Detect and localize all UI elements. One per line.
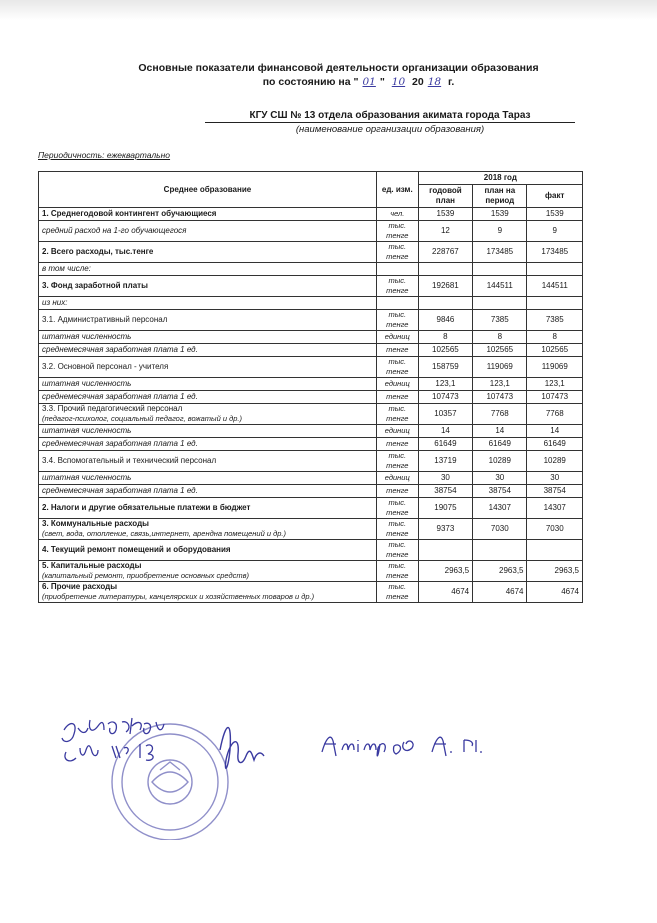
table-row: [39, 425, 583, 438]
row-plan: [418, 297, 472, 310]
row-name: [39, 438, 377, 451]
row-period: 7385: [473, 310, 527, 331]
row-period: [473, 297, 527, 310]
row-name-text: 6. Прочие расходы: [42, 582, 118, 591]
row-fact: 30: [527, 472, 583, 485]
row-unit: тыс. тенге: [376, 404, 418, 425]
row-fact: 4674: [527, 582, 583, 603]
row-period: 30: [473, 472, 527, 485]
row-period: 14307: [473, 498, 527, 519]
row-name-text: 3. Фонд заработной платы: [42, 281, 148, 290]
official-stamp: [112, 724, 228, 840]
row-unit: тенге: [376, 485, 418, 498]
row-name-text: штатная численность: [42, 332, 132, 341]
row-period: 4674: [473, 582, 527, 603]
row-unit: тыс. тенге: [376, 357, 418, 378]
table-row: [39, 344, 583, 357]
row-plan: 12: [418, 221, 472, 242]
table-row: [39, 485, 583, 498]
handwritten-name: [322, 737, 482, 756]
row-name-text: среднемесячная заработная плата 1 ед.: [42, 392, 198, 401]
row-plan: 13719: [418, 451, 472, 472]
date-suffix: г.: [445, 76, 455, 88]
row-plan: 102565: [418, 344, 472, 357]
row-fact: 173485: [527, 242, 583, 263]
row-fact: 119069: [527, 357, 583, 378]
table-row: [39, 561, 583, 582]
row-plan: 4674: [418, 582, 472, 603]
row-name: [39, 404, 377, 425]
row-period: 38754: [473, 485, 527, 498]
row-fact: 1539: [527, 208, 583, 221]
row-name-text: 2. Налоги и другие обязательные платежи в бюджет: [42, 503, 251, 512]
table-row: [39, 391, 583, 404]
row-name-text: 3.4. Вспомогательный и технический персонал: [42, 456, 217, 465]
row-unit: единиц: [376, 378, 418, 391]
row-period: 10289: [473, 451, 527, 472]
row-name-text: 2. Всего расходы, тыс.тенге: [42, 247, 154, 256]
row-period: 107473: [473, 391, 527, 404]
table-row: [39, 519, 583, 540]
row-name: [39, 331, 377, 344]
row-name: [39, 221, 377, 242]
row-period: 119069: [473, 357, 527, 378]
row-plan: 1539: [418, 208, 472, 221]
row-unit: чел.: [376, 208, 418, 221]
row-period: 144511: [473, 276, 527, 297]
date-year-prefix: 20: [409, 76, 424, 88]
row-unit: тыс. тенге: [376, 221, 418, 242]
row-plan: 107473: [418, 391, 472, 404]
row-unit: тыс. тенге: [376, 582, 418, 603]
row-fact: 14: [527, 425, 583, 438]
row-plan: [418, 263, 472, 276]
table-row: [39, 451, 583, 472]
header-fact: факт: [527, 185, 583, 208]
document-date-line: [30, 76, 657, 88]
table-row: [39, 310, 583, 331]
row-name-text: штатная численность: [42, 473, 132, 482]
table-row: [39, 221, 583, 242]
row-name: [39, 310, 377, 331]
signature-squiggle: [220, 728, 264, 769]
row-name: [39, 425, 377, 438]
table-row: [39, 263, 583, 276]
row-name-text: 5. Капитальные расходы: [42, 561, 142, 570]
row-fact: 7768: [527, 404, 583, 425]
row-name-text: среднемесячная заработная плата 1 ед.: [42, 486, 198, 495]
organization-name: КГУ СШ № 13 отдела образования акимата города Тараз: [205, 110, 575, 123]
row-name: [39, 540, 377, 561]
row-fact: 107473: [527, 391, 583, 404]
row-fact: 38754: [527, 485, 583, 498]
row-name: [39, 472, 377, 485]
row-fact: 144511: [527, 276, 583, 297]
row-name: [39, 344, 377, 357]
row-fact: 8: [527, 331, 583, 344]
row-name: [39, 485, 377, 498]
header-year: 2018 год: [418, 172, 582, 185]
row-period: 7030: [473, 519, 527, 540]
row-name: [39, 519, 377, 540]
row-unit: единиц: [376, 425, 418, 438]
table-row: [39, 582, 583, 603]
row-fact: 14307: [527, 498, 583, 519]
row-plan: 8: [418, 331, 472, 344]
row-name: [39, 561, 377, 582]
signature-stamp-drawing: [60, 700, 620, 840]
row-plan: 158759: [418, 357, 472, 378]
date-month: 10: [391, 76, 406, 88]
row-name: [39, 357, 377, 378]
row-fact: 10289: [527, 451, 583, 472]
table-body: [39, 208, 583, 603]
table-row: [39, 297, 583, 310]
row-name: [39, 451, 377, 472]
row-unit: тыс. тенге: [376, 310, 418, 331]
row-unit: тыс. тенге: [376, 561, 418, 582]
row-unit: тыс. тенге: [376, 519, 418, 540]
row-period: 14: [473, 425, 527, 438]
table-row: [39, 208, 583, 221]
row-fact: [527, 540, 583, 561]
date-year: 18: [427, 76, 442, 88]
row-name-text: среднемесячная заработная плата 1 ед.: [42, 345, 198, 354]
row-plan: 10357: [418, 404, 472, 425]
row-period: 1539: [473, 208, 527, 221]
financial-indicators-table: [38, 171, 583, 603]
row-unit: тыс. тенге: [376, 498, 418, 519]
row-plan: 2963,5: [418, 561, 472, 582]
table-row: [39, 472, 583, 485]
row-unit: [376, 297, 418, 310]
row-fact: 7030: [527, 519, 583, 540]
row-name-sub: (педагог-психолог, социальный педагог, вожатый и др.): [42, 414, 242, 423]
row-name-sub: (капитальный ремонт, приобретение основных средств): [42, 571, 250, 580]
row-period: 102565: [473, 344, 527, 357]
row-name-text: средний расход на 1-го обучающегося: [42, 226, 187, 235]
date-mid: ": [379, 76, 388, 88]
row-plan: 123,1: [418, 378, 472, 391]
row-unit: тыс. тенге: [376, 451, 418, 472]
organization-caption: (наименование организации образования): [295, 124, 485, 135]
header-period: план на период: [473, 185, 527, 208]
row-name: [39, 263, 377, 276]
row-name-text: 3.1. Административный персонал: [42, 315, 168, 324]
table-row: [39, 378, 583, 391]
row-period: [473, 540, 527, 561]
row-fact: 102565: [527, 344, 583, 357]
signature-area: [60, 700, 620, 840]
row-plan: 14: [418, 425, 472, 438]
row-plan: 61649: [418, 438, 472, 451]
row-name-sub: (приобретение литературы, канцелярских и хозяйственных товаров и др.): [42, 592, 315, 601]
row-fact: 7385: [527, 310, 583, 331]
row-period: 9: [473, 221, 527, 242]
table-row: [39, 404, 583, 425]
row-name: [39, 276, 377, 297]
row-name: [39, 297, 377, 310]
scan-edge: [0, 0, 657, 20]
row-fact: 9: [527, 221, 583, 242]
row-period: 61649: [473, 438, 527, 451]
row-unit: тенге: [376, 391, 418, 404]
table-row: [39, 242, 583, 263]
row-plan: 9373: [418, 519, 472, 540]
row-plan: 9846: [418, 310, 472, 331]
row-name-sub: (свет, вода, отопление, связь,интернет, арендна помещений и др.): [42, 529, 286, 538]
header-plan: годовой план: [418, 185, 472, 208]
row-name-text: из них:: [42, 298, 68, 307]
row-unit: тыс. тенге: [376, 540, 418, 561]
table-row: [39, 540, 583, 561]
header-unit: ед. изм.: [376, 172, 418, 208]
row-period: 7768: [473, 404, 527, 425]
row-name: [39, 498, 377, 519]
row-name: [39, 391, 377, 404]
row-name-text: 1. Среднегодовой контингент обучающиеся: [42, 209, 217, 218]
row-period: 8: [473, 331, 527, 344]
document-title: Основные показатели финансовой деятельности организации образования: [138, 62, 539, 74]
table-row: [39, 276, 583, 297]
row-unit: тыс. тенге: [376, 276, 418, 297]
row-unit: [376, 263, 418, 276]
row-name: [39, 242, 377, 263]
row-name-text: 3.2. Основной персонал - учителя: [42, 362, 169, 371]
row-plan: 19075: [418, 498, 472, 519]
row-name-text: в том числе:: [42, 264, 91, 273]
row-unit: тенге: [376, 438, 418, 451]
row-unit: тенге: [376, 344, 418, 357]
row-plan: 228767: [418, 242, 472, 263]
row-fact: [527, 297, 583, 310]
row-unit: тыс. тенге: [376, 242, 418, 263]
row-fact: 2963,5: [527, 561, 583, 582]
table-row: [39, 357, 583, 378]
row-period: 173485: [473, 242, 527, 263]
row-name-text: 3. Коммунальные расходы: [42, 519, 149, 528]
row-period: [473, 263, 527, 276]
row-period: 2963,5: [473, 561, 527, 582]
date-day: 01: [362, 76, 376, 88]
table-row: [39, 331, 583, 344]
row-name-text: штатная численность: [42, 379, 132, 388]
row-unit: единиц: [376, 472, 418, 485]
row-fact: 61649: [527, 438, 583, 451]
row-name-text: 3.3. Прочий педагогический персонал: [42, 404, 183, 413]
row-fact: [527, 263, 583, 276]
row-name-text: 4. Текущий ремонт помещений и оборудования: [42, 545, 231, 554]
row-name: [39, 378, 377, 391]
row-plan: 192681: [418, 276, 472, 297]
table-row: [39, 498, 583, 519]
row-fact: 123,1: [527, 378, 583, 391]
row-name-text: штатная численность: [42, 426, 132, 435]
row-plan: [418, 540, 472, 561]
row-name-text: среднемесячная заработная плата 1 ед.: [42, 439, 198, 448]
row-name: [39, 208, 377, 221]
row-unit: единиц: [376, 331, 418, 344]
table-row: [39, 438, 583, 451]
row-period: 123,1: [473, 378, 527, 391]
periodicity: Периодичность: ежеквартально: [38, 150, 171, 160]
date-prefix: по состоянию на ": [262, 76, 359, 88]
row-name: [39, 582, 377, 603]
row-plan: 38754: [418, 485, 472, 498]
row-plan: 30: [418, 472, 472, 485]
header-name: Среднее образование: [39, 172, 377, 208]
